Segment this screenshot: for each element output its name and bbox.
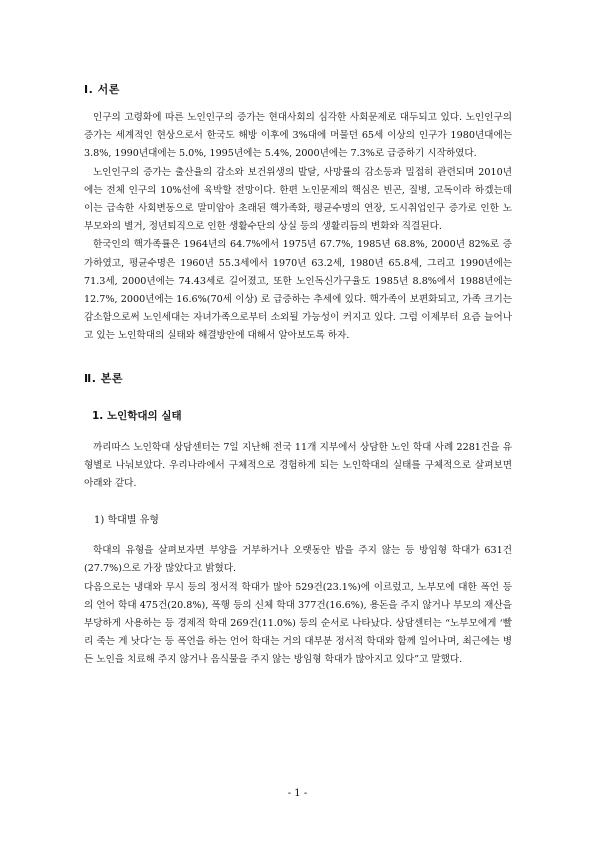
abuse-status-paragraph: 까리따스 노인학대 상담센터는 7일 지난해 전국 11개 지부에서 상담한 노인 학대 사례 2281건을 유형별로 나눠보았다. 우리나라에서 구체적으로 경험하게 되는 노인학대의 실태를 구체적으로 살펴보면 아래와 같다. bbox=[84, 441, 512, 490]
abuse-types-paragraph-2: 다음으로는 냉대와 무시 등의 정서적 학대가 많아 529건(23.1%)에 이르렀고, 노부모에 대한 폭언 등의 언어 학대 475건(20.8%), 폭행 등의 신체 학대 377건(16.6%), 용돈을 주지 않거나 부모의 재산을 부당하게 사용하는 등 경제적 학대 269건(11.0%) 등의 순서로 나타났다. 상담센터는 “노부모에게 ‘빨리 죽는 게 낫다’는 등 폭언을 하는 언어 학대는 거의 대부분 정서적 학대와 함께 일어나며, 최근에는 병든 노인을 치료해 주지 않거나 음식물을 주지 않는 방임형 학대가 많아지고 있다”고 말했다. bbox=[84, 581, 512, 666]
page-content bbox=[84, 81, 512, 670]
abuse-types-paragraph-1: 학대의 유형을 살펴보자면 부양을 거부하거나 오랫동안 밥을 주지 않는 등 방임형 학대가 631건(27.7%)으로 가장 많았다고 밝혔다. bbox=[84, 545, 512, 575]
intro-paragraph-1: 인구의 고령화에 따른 노인인구의 증가는 현대사회의 심각한 사회문제로 대두되고 있다. 노인인구의 증가는 세계적인 현상으로서 한국도 해방 이후에 3%대에 머물던 65세 이상의 인구가 1980년대에는 3.8%, 1990년대에는 5.0%, 1995년에는 5.4%, 2000년에는 7.3%로 급증하기 시작하였다. bbox=[84, 112, 512, 160]
intro-paragraph-2: 노인인구의 증가는 출산율의 감소와 보건위생의 발달, 사망률의 감소등과 밀접히 관련되며 2010년에는 전체 인구의 10%선에 육박할 전망이다. 한편 노인문제의 핵심은 빈곤, 질병, 고독이라 하겠는데 이는 급속한 사회변동으로 말미암아 초래된 핵가족화, 평균수명의 연장, 도시취업인구 증가로 인한 노부모와의 별거, 정년퇴직으로 인한 생활수단의 상실 등의 생활리듬의 변화와 직결된다. bbox=[84, 166, 512, 233]
intro-paragraph-3: 한국인의 핵가족률은 1964년의 64.7%에서 1975년 67.7%, 1985년 68.8%, 2000년 82%로 증가하였고, 평균수명은 1960년 55.3세에서 1970년 63.2세, 1980년 65.8세, 그리고 1990년에는 71.3세, 2000년에는 74.43세로 길어졌고, 또한 노인독신가구율도 1985년 8.8%에서 1988년에는 12.7%, 2000년에는 16.6%(70세 이상) 로 급증하는 추세에 있다. 핵가족이 보편화되고, 가족 크기는 감소함으로써 노인세대는 자녀가족으로부터 소외될 가능성이 커지고 있다. 그럼 이제부터 요즘 늘어나고 있는 노인학대의 실태와 해결방안에 대해서 알아보도록 하자. bbox=[84, 239, 512, 342]
page-number: - 1 - bbox=[287, 788, 308, 799]
subsection-heading-abuse-status: 1. 노인학대의 실태 bbox=[92, 409, 182, 422]
item-heading-abuse-types: 1) 학대별 유형 bbox=[94, 515, 159, 527]
section-heading-body: Ⅱ. 본론 bbox=[84, 371, 124, 385]
section-heading-introduction: Ⅰ. 서론 bbox=[84, 83, 120, 96]
